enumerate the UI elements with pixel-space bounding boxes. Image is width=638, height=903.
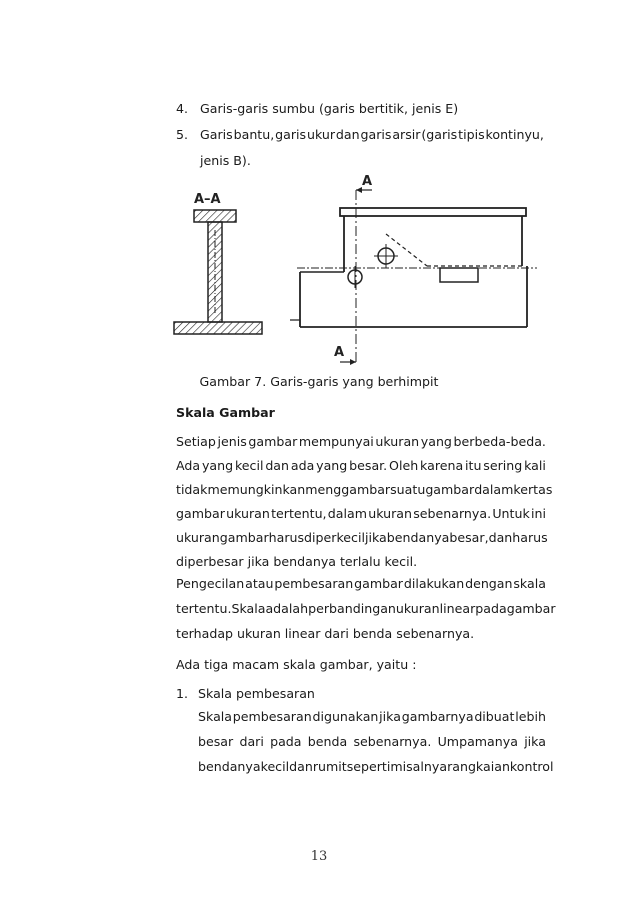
word: rumit (312, 759, 347, 774)
word: karena (420, 458, 464, 473)
word: rangkaian (447, 759, 510, 774)
word: pembesaran (232, 709, 312, 724)
word: ukuran (176, 530, 220, 545)
word: dalam (327, 506, 367, 521)
flange-top (194, 210, 236, 222)
paragraph-3: Ada tiga macam skala gambar, yaitu : (176, 657, 417, 672)
word: gambar (506, 601, 556, 616)
word: kecil (260, 759, 290, 774)
word: menggambar (305, 482, 391, 497)
word: kertas (513, 482, 553, 497)
top-plate (340, 208, 526, 216)
word: perbandingan (308, 601, 396, 616)
word: arsir (392, 127, 421, 142)
word: Garis (200, 127, 233, 142)
list-item-text: Garis-garis sumbu (garis bertitik, jenis E) (200, 101, 459, 116)
base-plate (174, 322, 262, 334)
arrow-label-bottom: A (334, 345, 345, 360)
word: linear (439, 601, 476, 616)
word: jenis (217, 434, 247, 449)
word: berbeda-beda. (453, 434, 546, 449)
list-item-text-justified (200, 127, 544, 142)
notch (290, 320, 300, 327)
page-number: 13 (310, 849, 328, 864)
arrow-label-top: A (362, 174, 373, 189)
slot (440, 268, 478, 282)
word: besar, (449, 530, 489, 545)
word: dari (239, 734, 264, 749)
word: digunakan (312, 709, 379, 724)
word: Untuk (492, 506, 530, 521)
word: kontrol (509, 759, 554, 774)
word: Skala (198, 709, 232, 724)
word: ukuran (226, 506, 270, 521)
word: (garis (421, 127, 458, 142)
list-number: 1. (176, 686, 189, 701)
word: besar (198, 734, 234, 749)
word: gambar (425, 482, 475, 497)
word: tidak (176, 482, 208, 497)
word: yang (420, 434, 452, 449)
word: ada (290, 458, 315, 473)
word: pada (270, 734, 302, 749)
word: bendanya (198, 759, 261, 774)
word: jika (379, 709, 401, 724)
list-item-body (198, 709, 554, 779)
word: gambar (354, 576, 403, 591)
word: dilakukan (403, 576, 465, 591)
word: dan (289, 759, 313, 774)
word: suatu (390, 482, 426, 497)
word: harus (268, 530, 305, 545)
word: tipis (458, 127, 485, 142)
word: yang (201, 458, 234, 473)
word: ukuran (368, 506, 412, 521)
word: itu (465, 458, 482, 473)
list-item-title: Skala pembesaran (198, 686, 315, 701)
word: mempunyai (298, 434, 374, 449)
word: kontinyu, (485, 127, 544, 142)
word: Oleh (389, 458, 419, 473)
word: kali (524, 458, 546, 473)
paragraph-2: Pengecilan atau pembesaran gambar dilakukan dengan skala tertentu. Skala adalah perbandingan ukuran linear pada gambar terhadap ukuran linear dari benda sebenarnya. (176, 576, 556, 641)
word: skala (513, 576, 546, 591)
word: sebenarnya. (413, 506, 492, 521)
word: dibuat (474, 709, 515, 724)
arrow-head-bottom (350, 359, 356, 365)
word: gambarnya (401, 709, 474, 724)
word: Ada (176, 458, 201, 473)
word: atau (245, 576, 274, 591)
word: misalnya (390, 759, 448, 774)
word: dalam (474, 482, 514, 497)
word: gambar (219, 530, 269, 545)
word: jika (364, 530, 387, 545)
word: gambar (248, 434, 298, 449)
word: garis (275, 127, 307, 142)
word: dan (265, 458, 290, 473)
word: tertentu. (176, 601, 232, 616)
section-heading: Skala Gambar (176, 405, 275, 420)
list-number: 5. (176, 127, 189, 142)
list-item-text: jenis B). (200, 153, 251, 168)
word: ukuran (395, 601, 440, 616)
word: adalah (265, 601, 309, 616)
word: gambar (176, 506, 225, 521)
word: dan (335, 127, 360, 142)
word: garis (360, 127, 392, 142)
word: ini (530, 506, 546, 521)
word: ukuran (375, 434, 420, 449)
word: lebih (515, 709, 546, 724)
word: kecil (234, 458, 264, 473)
technical-drawing-figure (172, 170, 542, 370)
word: benda (307, 734, 348, 749)
word: yang (316, 458, 348, 473)
word: sering (483, 458, 523, 473)
word: sebenarnya. (353, 734, 432, 749)
section-label: A–A (194, 192, 221, 207)
word: besar. (349, 458, 388, 473)
word: seperti (346, 759, 391, 774)
word: diperkecil (304, 530, 365, 545)
word: jika (524, 734, 546, 749)
word: bendanya (386, 530, 450, 545)
word: dan (488, 530, 513, 545)
list-number: 4. (176, 101, 189, 116)
figure-caption: Gambar 7. Garis-garis yang berhimpit (199, 374, 439, 389)
word: dengan (465, 576, 513, 591)
word: Skala (231, 601, 266, 616)
word: harus (512, 530, 548, 545)
word: ukur (306, 127, 336, 142)
word: memungkinkan (207, 482, 306, 497)
word: Pengecilan (176, 576, 245, 591)
coinciding-lines-drawing (172, 170, 542, 370)
word: pembesaran (274, 576, 354, 591)
word: Umpamanya (437, 734, 518, 749)
word: tertentu, (271, 506, 327, 521)
word: Setiap (176, 434, 216, 449)
word: pada (475, 601, 507, 616)
word: bantu, (233, 127, 275, 142)
paragraph-1: Setiap jenis gambar mempunyai ukuran yang berbeda-beda. Ada yang kecil dan ada yang besar. Oleh karena itu sering kali tidak memungkinkan menggambar suatu gambar dalam kertas gambar ukuran tertentu, dalam ukuran sebenarnya. Untuk ini ukuran gambar harus diperkecil jika bendanya besar, dan harus diperbesar jika bendanya terlalu kecil. (176, 434, 553, 569)
